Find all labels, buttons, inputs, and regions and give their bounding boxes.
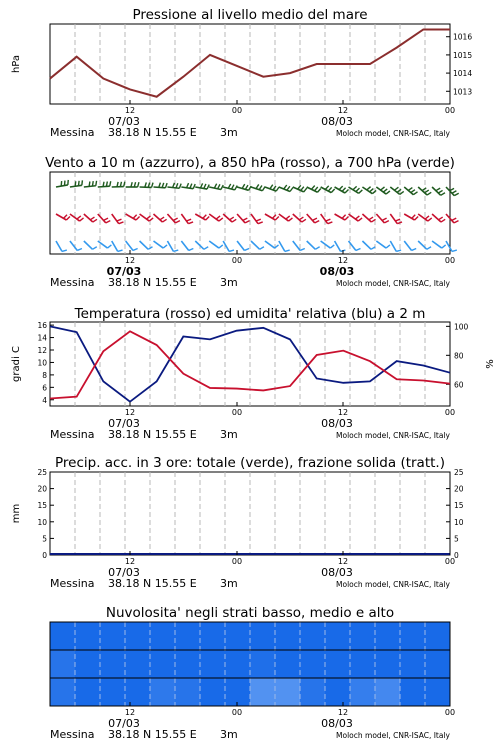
hour-tick-label: 00 xyxy=(444,708,456,717)
panel-5 xyxy=(50,605,455,741)
date-label: 08/03 xyxy=(321,115,353,128)
cloud-cell xyxy=(200,678,226,707)
station-label: Messina xyxy=(50,428,95,441)
y-right-tick-label: 10 xyxy=(454,517,464,527)
y-tick-label: 0 xyxy=(42,551,47,560)
hour-tick-label: 12 xyxy=(124,106,136,115)
hour-tick-label: 00 xyxy=(231,106,243,115)
y-right-tick-label: 0 xyxy=(454,551,459,560)
y-tick-label: 4 xyxy=(42,395,47,405)
coords-label: 38.18 N 15.55 E xyxy=(108,276,197,289)
y-tick-label: 16 xyxy=(37,321,47,331)
credit-label: Moloch model, CNR-ISAC, Italy xyxy=(336,731,450,740)
cloud-cell xyxy=(100,650,126,679)
cloud-cell xyxy=(400,622,426,651)
credit-label: Moloch model, CNR-ISAC, Italy xyxy=(336,431,450,440)
y-tick-label: 20 xyxy=(37,484,47,494)
hour-tick-label: 12 xyxy=(124,708,136,717)
y-tick-label: 10 xyxy=(37,358,47,368)
hour-tick-label: 00 xyxy=(231,408,243,417)
y-tick-label: 14 xyxy=(37,333,47,343)
height-label: 3m xyxy=(220,428,238,441)
cloud-cell xyxy=(250,650,276,679)
hour-tick-label: 12 xyxy=(337,708,349,717)
credit-label: Moloch model, CNR-ISAC, Italy xyxy=(336,279,450,288)
barb-feather xyxy=(103,182,104,187)
barb-feather xyxy=(110,181,111,186)
cloud-cell xyxy=(350,678,376,707)
barb-feather xyxy=(75,181,76,186)
barb-feather xyxy=(452,191,456,193)
cloud-cell xyxy=(300,678,326,707)
chart-title: Vento a 10 m (azzurro), a 850 hPa (rosso), a 700 hPa (verde) xyxy=(45,155,455,171)
coords-label: 38.18 N 15.55 E xyxy=(108,126,197,139)
barb-feather xyxy=(92,181,93,186)
y-tick-label: 1016 xyxy=(453,32,473,42)
hour-tick-label: 00 xyxy=(231,256,243,265)
hour-tick-label: 12 xyxy=(124,557,136,566)
y-tick-label: 1014 xyxy=(453,69,473,79)
cloud-cell xyxy=(425,622,451,651)
barb-feather xyxy=(82,180,83,185)
y-tick-label: 5 xyxy=(42,534,47,544)
chart-title: Pressione al livello medio del mare xyxy=(132,7,368,23)
cloud-cell xyxy=(125,678,151,707)
coords-label: 38.18 N 15.55 E xyxy=(108,577,197,590)
cloud-cell xyxy=(75,678,101,707)
cloud-cell xyxy=(350,622,376,651)
station-label: Messina xyxy=(50,728,95,741)
cloud-cell xyxy=(150,622,176,651)
cloud-cell xyxy=(400,678,426,707)
barb-feather xyxy=(96,181,97,186)
date-label: 08/03 xyxy=(321,566,353,579)
date-label: 07/03 xyxy=(108,566,140,579)
y-right-tick-label: 25 xyxy=(454,468,464,477)
cloud-cell xyxy=(225,678,251,707)
barb-feather xyxy=(106,181,107,186)
cloud-cell xyxy=(200,622,226,651)
date-label: 08/03 xyxy=(321,417,353,430)
y-tick-label: 1013 xyxy=(453,87,473,97)
cloud-cell xyxy=(375,650,401,679)
cloud-cell xyxy=(325,622,351,651)
cloud-cell xyxy=(75,650,101,679)
panel-2 xyxy=(45,155,459,289)
cloud-cell xyxy=(275,678,301,707)
y-tick-label: 6 xyxy=(42,383,47,393)
y-right-tick-label: 20 xyxy=(454,484,464,494)
y-tick-label: 1015 xyxy=(453,50,473,60)
cloud-cell xyxy=(375,678,401,707)
y-right-tick-label: 5 xyxy=(454,534,459,544)
date-label: 08/03 xyxy=(321,717,353,730)
cloud-cell xyxy=(425,678,451,707)
cloud-cell xyxy=(225,650,251,679)
barb-feather xyxy=(454,221,458,223)
cloud-cell xyxy=(175,622,201,651)
cloud-cell xyxy=(250,622,276,651)
cloud-cell xyxy=(175,650,201,679)
cloud-cell xyxy=(400,650,426,679)
barb-feather xyxy=(452,250,457,251)
height-label: 3m xyxy=(220,728,238,741)
y-axis-label: gradi C xyxy=(11,346,22,382)
cloud-cell xyxy=(150,650,176,679)
hour-tick-label: 00 xyxy=(444,408,456,417)
cloud-cell xyxy=(325,650,351,679)
cloud-cell xyxy=(50,622,76,651)
chart-title: Temperatura (rosso) ed umidita' relativa (blu) a 2 m xyxy=(74,306,426,322)
date-label: 07/03 xyxy=(108,115,140,128)
cloud-cell xyxy=(200,650,226,679)
height-label: 3m xyxy=(220,126,238,139)
y-right-axis-label: % xyxy=(485,359,496,369)
cloud-cell xyxy=(125,622,151,651)
hour-tick-label: 12 xyxy=(337,408,349,417)
barb-feather xyxy=(89,182,90,187)
hour-tick-label: 12 xyxy=(337,256,349,265)
y-right-tick-label: 80 xyxy=(454,351,464,361)
hour-tick-label: 00 xyxy=(444,256,456,265)
y-axis-label: hPa xyxy=(11,54,22,74)
cloud-cell xyxy=(100,622,126,651)
cloud-cell xyxy=(300,650,326,679)
barb-feather xyxy=(78,181,79,186)
height-label: 3m xyxy=(220,276,238,289)
y-right-tick-label: 15 xyxy=(454,501,464,511)
hour-tick-label: 12 xyxy=(337,557,349,566)
cloud-cell xyxy=(275,650,301,679)
cloud-cell xyxy=(425,650,451,679)
cloud-cell xyxy=(350,650,376,679)
chart-title: Precip. acc. in 3 ore: totale (verde), frazione solida (tratt.) xyxy=(55,455,445,471)
y-right-tick-label: 60 xyxy=(454,380,464,390)
date-label: 07/03 xyxy=(106,265,142,278)
coords-label: 38.18 N 15.55 E xyxy=(108,728,197,741)
barb-feather xyxy=(452,218,456,220)
date-label: 08/03 xyxy=(319,265,355,278)
cloud-cell xyxy=(150,678,176,707)
date-label: 07/03 xyxy=(108,717,140,730)
credit-label: Moloch model, CNR-ISAC, Italy xyxy=(336,580,450,589)
panel-4 xyxy=(11,455,464,590)
panel-3 xyxy=(11,306,496,441)
cloud-cell xyxy=(250,678,276,707)
station-label: Messina xyxy=(50,276,95,289)
credit-label: Moloch model, CNR-ISAC, Italy xyxy=(336,129,450,138)
hour-tick-label: 00 xyxy=(231,557,243,566)
chart-title: Nuvolosita' negli strati basso, medio e alto xyxy=(105,605,395,621)
height-label: 3m xyxy=(220,577,238,590)
hour-tick-label: 00 xyxy=(444,557,456,566)
y-tick-label: 10 xyxy=(37,517,47,527)
cloud-cell xyxy=(375,622,401,651)
date-label: 07/03 xyxy=(108,417,140,430)
cloud-cell xyxy=(275,622,301,651)
cloud-cell xyxy=(50,678,76,707)
cloud-cell xyxy=(50,650,76,679)
hour-tick-label: 12 xyxy=(337,106,349,115)
cloud-cell xyxy=(100,678,126,707)
y-tick-label: 15 xyxy=(37,501,47,511)
coords-label: 38.18 N 15.55 E xyxy=(108,428,197,441)
cloud-cell xyxy=(125,650,151,679)
y-right-tick-label: 100 xyxy=(454,322,469,332)
cloud-cell xyxy=(300,622,326,651)
hour-tick-label: 00 xyxy=(231,708,243,717)
station-label: Messina xyxy=(50,126,95,139)
hour-tick-label: 00 xyxy=(444,106,456,115)
station-label: Messina xyxy=(50,577,95,590)
barb-feather xyxy=(454,193,458,195)
cloud-cell xyxy=(225,622,251,651)
cloud-cell xyxy=(325,678,351,707)
hour-tick-label: 12 xyxy=(124,256,136,265)
y-tick-label: 12 xyxy=(37,346,47,355)
y-axis-label: mm xyxy=(11,503,22,524)
panel-1 xyxy=(11,7,472,139)
cloud-cell xyxy=(175,678,201,707)
hour-tick-label: 12 xyxy=(124,408,136,417)
y-tick-label: 8 xyxy=(42,370,47,380)
cloud-cell xyxy=(75,622,101,651)
y-tick-label: 25 xyxy=(37,468,47,477)
